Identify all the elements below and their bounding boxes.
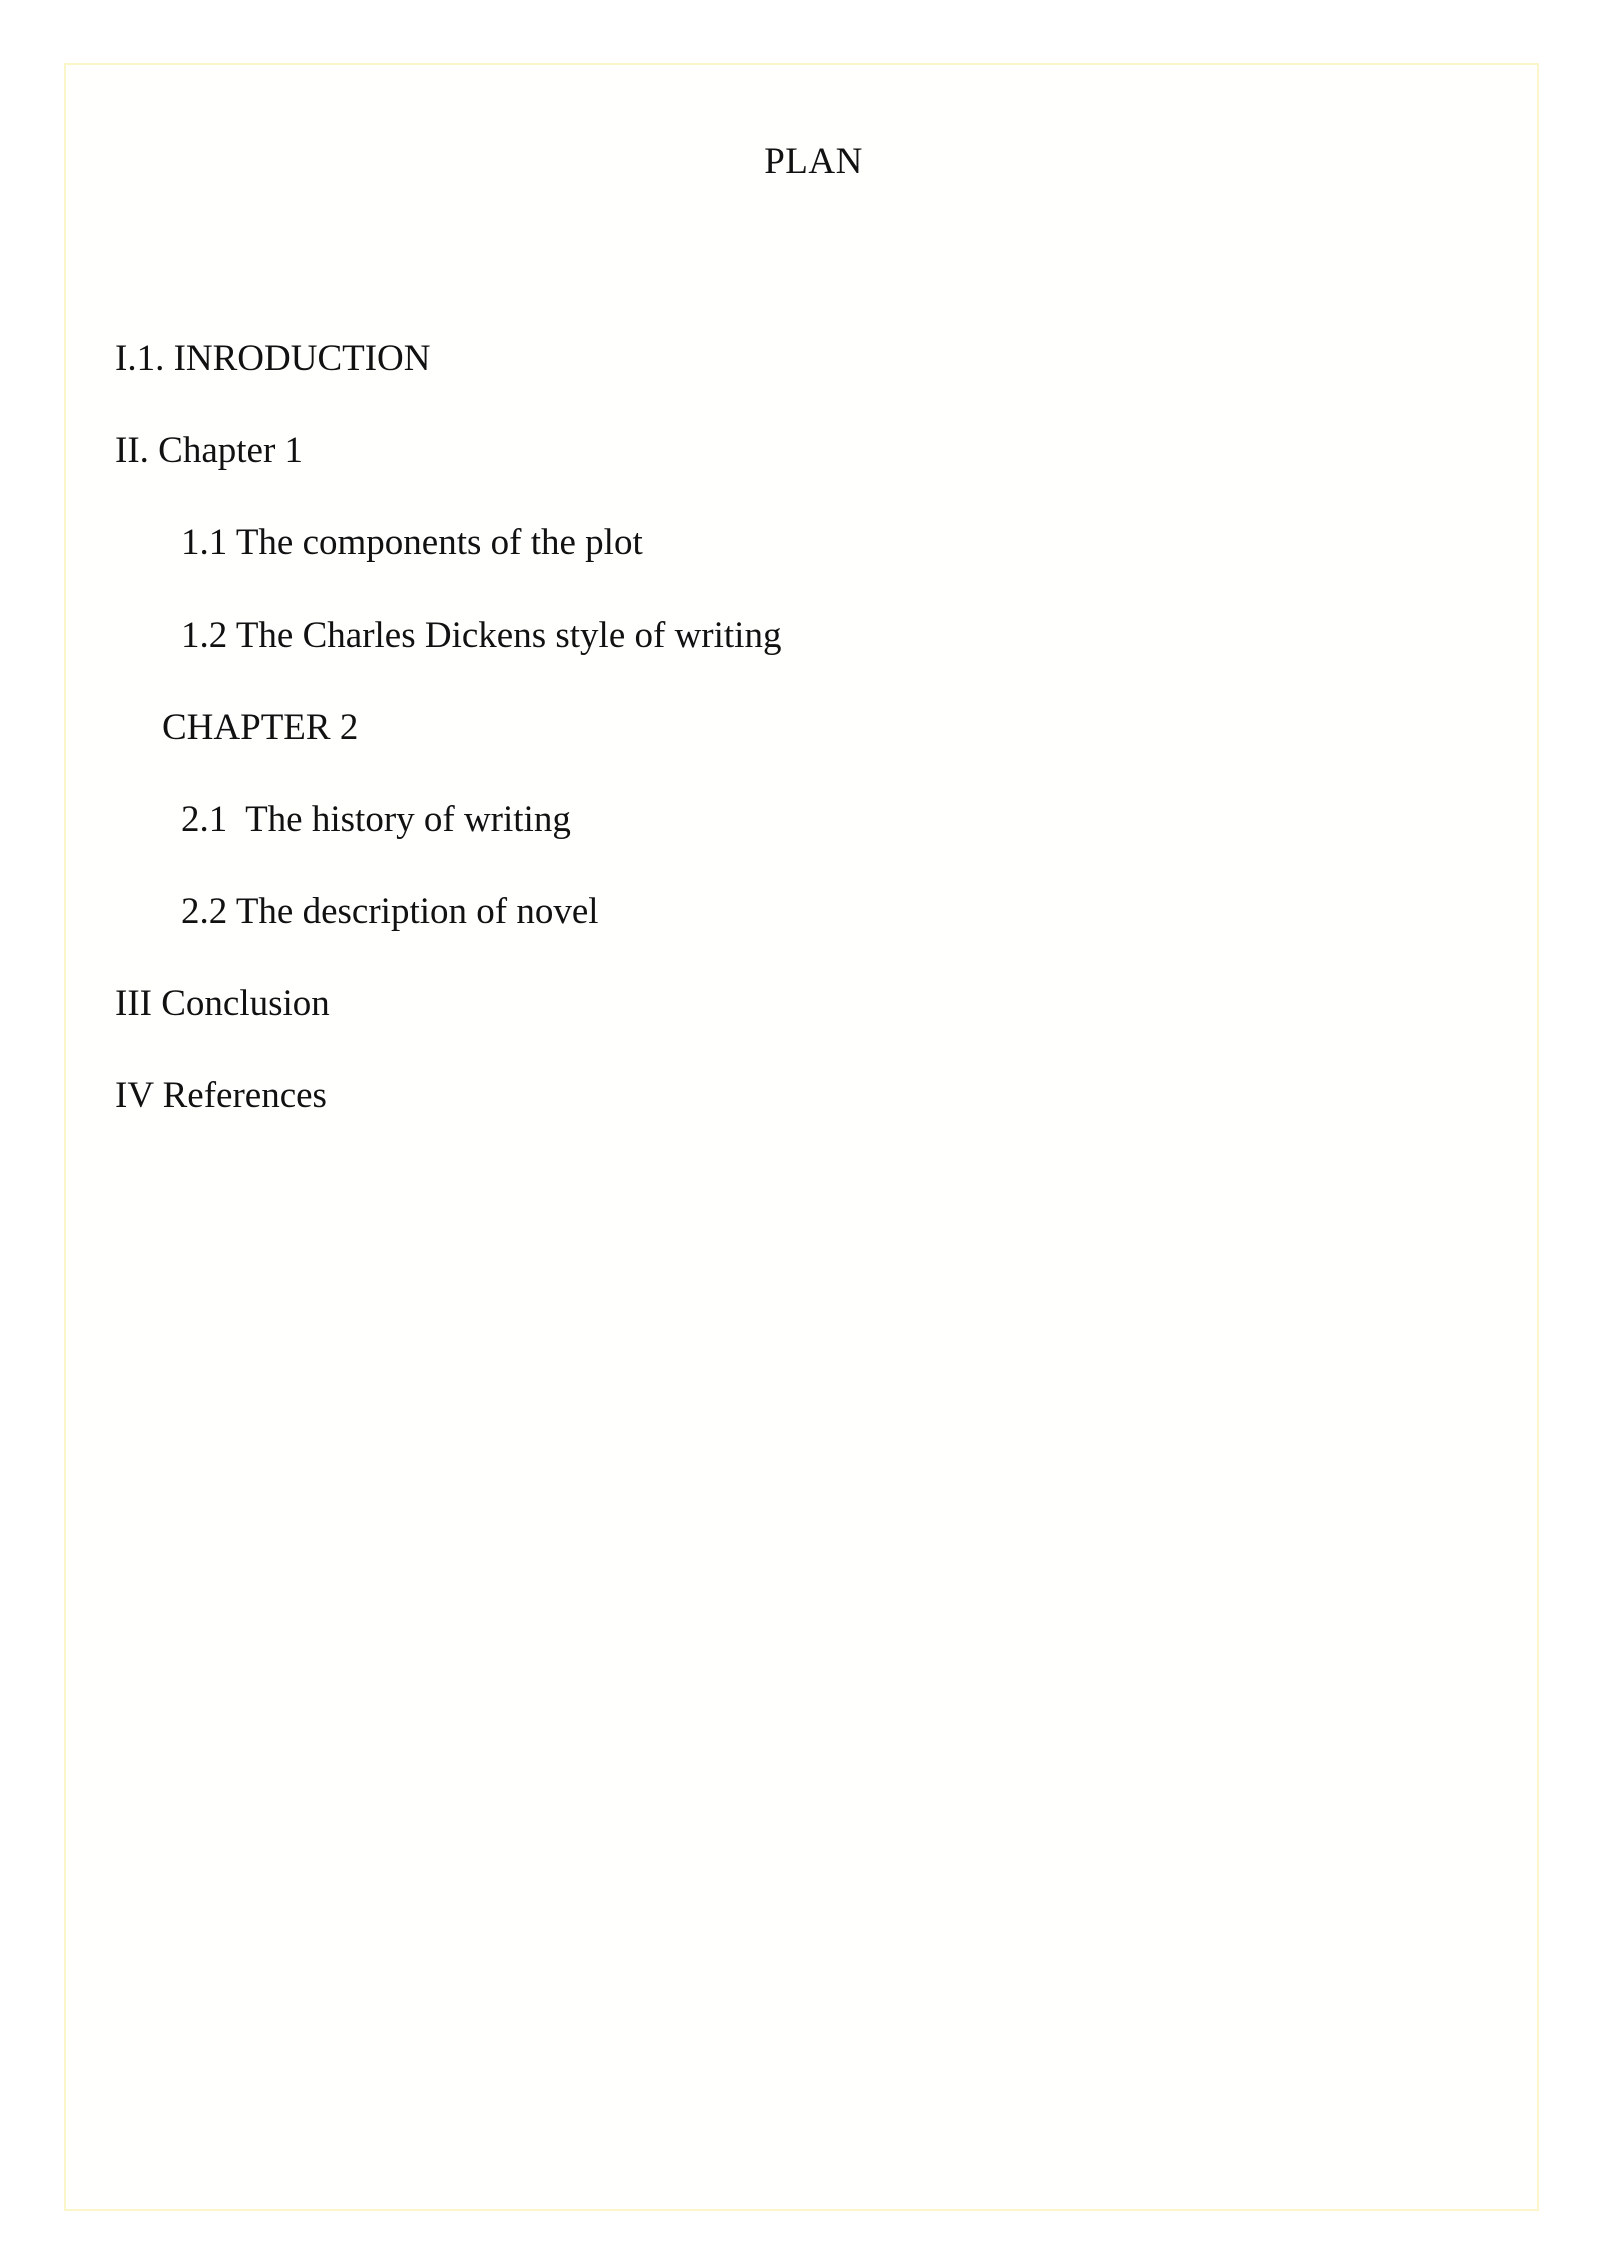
toc-item-2-1: 2.1 The history of writing xyxy=(181,799,571,840)
page-title: PLAN xyxy=(764,141,863,182)
toc-item-1-2: 1.2 The Charles Dickens style of writing xyxy=(181,615,782,656)
toc-item-2-2: 2.2 The description of novel xyxy=(181,891,599,932)
toc-item-chapter-1: II. Chapter 1 xyxy=(115,430,304,471)
toc-item-conclusion: III Conclusion xyxy=(115,983,330,1024)
toc-item-introduction: I.1. INRODUCTION xyxy=(115,338,431,379)
toc-item-chapter-2: CHAPTER 2 xyxy=(162,707,359,748)
page-frame xyxy=(64,63,1539,2211)
toc-item-references: IV References xyxy=(115,1075,327,1116)
toc-item-1-1: 1.1 The components of the plot xyxy=(181,522,643,563)
